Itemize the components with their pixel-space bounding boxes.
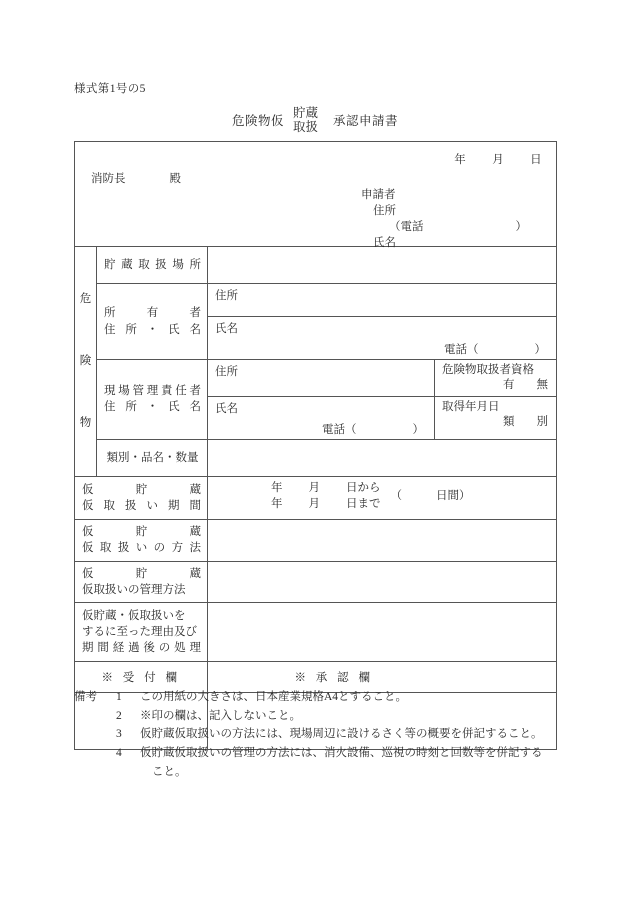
period-to-day: 日まで [346,498,381,511]
addressee-honorific: 殿 [169,173,181,185]
applicant-label: 申請者 [361,189,396,201]
acquire-date-label: 取得年月日 [442,400,500,413]
date-year-label: 年 [454,154,467,166]
applicant-phone-line [361,220,527,236]
qualification-yes[interactable]: 有 [503,378,515,391]
input-period[interactable] [208,476,557,519]
qualification-options [442,378,548,393]
title-lead: 危険物仮 [231,114,284,128]
addressee-title: 消防長 [91,173,126,185]
label-approval-column: ※ 承 認 欄 [208,662,557,693]
title-tail: 承認申請書 [333,114,399,128]
date-line [454,151,542,167]
date-month-label: 月 [492,154,505,166]
applicant-phone-label: （電話 [389,220,424,233]
remarks-section [74,688,594,781]
input-class-item-quantity[interactable] [208,439,557,476]
remarks-item [74,707,594,726]
input-storage-place[interactable] [208,247,557,284]
owner-phone-label: 電話（ [444,344,479,356]
owner-phone-close: ） [534,344,546,356]
input-site-manager-name[interactable] [208,396,435,439]
remarks-heading: 備考 [74,691,97,703]
application-form-table [74,141,557,750]
period-days-unit: 日間） [436,490,471,503]
period-to-year: 年 [271,498,283,511]
applicant-name-label: 氏名 [373,236,396,249]
label-class-item-quantity: 類別・品名・数量 [97,439,208,476]
period-from-year: 年 [271,481,283,494]
input-reason[interactable] [208,603,557,662]
title-stacked-pair [293,106,318,134]
label-reason: 仮貯蔵・仮取扱いを するに至った理由及び 期間経過後の処理 [75,603,208,662]
vertical-char-1: 危 [79,292,92,305]
table-row-storage-place [75,247,557,284]
addressee-block [75,142,557,247]
qualification-no[interactable]: 無 [536,378,548,391]
table-row-method [75,519,557,561]
remarks-number: 1 [116,691,122,703]
remarks-item [74,688,594,707]
table-row-header [75,142,557,247]
addressee-line [91,170,181,186]
date-day-label: 日 [530,154,542,166]
period-days-open: （ [390,490,402,503]
vertical-char-2: 険 [79,354,92,367]
vertical-char-3: 物 [79,416,92,429]
title-stacked-line-1: 貯蔵 [292,106,318,120]
label-storage-place: 貯蔵取扱場所 [97,247,208,284]
site-manager-phone-label: 電話（ [322,423,357,436]
applicant-phone-close: ） [515,220,527,233]
class-type-labels [442,415,548,430]
input-owner-address[interactable] [208,284,557,317]
class-label: 類 [503,415,515,428]
period-to-line [271,496,381,512]
table-row-management-method [75,561,557,603]
remarks-item [74,725,594,744]
title-stacked-line-2: 取扱 [292,120,318,134]
label-management-method: 仮貯蔵 仮取扱いの管理方法 [75,561,208,603]
label-method: 仮貯蔵 仮取扱いの方法 [75,519,208,561]
table-row-reason [75,603,557,662]
period-days-count[interactable] [391,488,471,504]
input-owner-name[interactable] [208,317,557,360]
site-manager-name-label: 氏名 [215,402,238,415]
owner-phone-line [444,341,546,357]
remarks-number: 4 [116,746,122,759]
period-body [215,480,556,513]
period-dates [271,480,381,513]
qualification-label: 危険物取扱者資格 [442,364,534,376]
form-number: 様式第1号の5 [74,83,146,95]
table-row-class-item-quantity [75,439,557,476]
site-manager-address-label: 住所 [215,366,238,378]
remarks-number: 3 [116,728,122,741]
remarks-text: 仮貯蔵仮取扱いの方法には、現場周辺に設けるさく等の概要を併記すること。 [140,728,543,741]
table-row-site-manager-address [75,360,557,397]
table-row-period [75,476,557,519]
document-title [74,106,556,134]
label-owner-address-name: 所有者 住所・氏名 [97,284,208,360]
applicant-address-label: 住所 [373,204,396,217]
vertical-label-hazardous-material [75,247,97,477]
field-acquire-date-class[interactable] [435,396,557,439]
label-site-manager-address-name: 現場管理責任者 住所・氏名 [97,360,208,440]
period-from-month: 月 [308,481,320,494]
remarks-text: ※印の欄は、記入しないこと。 [140,709,301,722]
field-qualification[interactable] [435,360,557,397]
site-manager-phone-line [322,421,424,437]
input-management-method[interactable] [208,561,557,603]
input-method[interactable] [208,519,557,561]
label-acceptance-column: ※ 受 付 欄 [75,662,208,693]
site-manager-phone-close: ） [412,423,424,436]
applicant-block [361,188,527,251]
remarks-text: 仮貯蔵仮取扱いの管理の方法には、消火設備、巡視の時刻と回数等を併記する [140,746,543,759]
remarks-text: この用紙の大きさは、日本産業規格A4とすること。 [140,691,408,703]
period-from-line [271,480,381,496]
owner-name-label: 氏名 [215,323,238,335]
type-label: 別 [536,415,548,428]
remarks-item [74,744,594,763]
remarks-continuation: こと。 [152,765,187,778]
table-row-owner-address [75,284,557,317]
label-period: 仮貯蔵 仮取扱い期間 [75,476,208,519]
period-from-day: 日から [346,481,381,494]
period-to-month: 月 [308,498,320,511]
remarks-number: 2 [116,709,122,722]
owner-address-label: 住所 [215,290,238,302]
input-site-manager-address[interactable] [208,360,435,397]
